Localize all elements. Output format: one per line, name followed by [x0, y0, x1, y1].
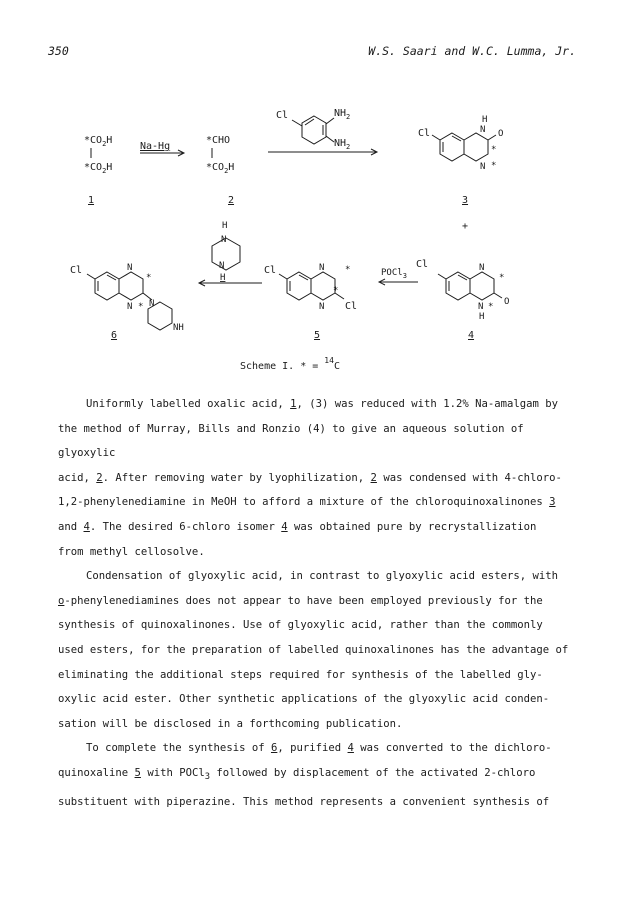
- svg-text:*CO2H: [84, 135, 112, 148]
- text-segment: oxylic acid ester. Other synthetic applications of the glyoxylic acid conden-: [58, 693, 550, 706]
- text-segment: the method of Murray, Bills and Ronzio (4) to give an aqueous solution of glyoxylic: [58, 422, 524, 460]
- compound-2-label: 2: [228, 195, 235, 206]
- h-label: H: [106, 135, 113, 146]
- reagent-pocl3: POCl: [381, 268, 403, 278]
- star-label: *: [333, 286, 339, 296]
- o-label: O: [504, 297, 510, 307]
- text-segment: 3: [204, 772, 211, 783]
- svg-text:NH2: [334, 138, 350, 151]
- n-label: N: [478, 302, 484, 312]
- n-label: N: [479, 263, 485, 273]
- text-line: [58, 790, 578, 815]
- text-segment: with POCl: [140, 766, 205, 779]
- cl-label: Cl: [418, 128, 431, 139]
- n-label: N: [480, 162, 486, 172]
- text-segment: quinoxaline: [58, 766, 135, 779]
- nh2-bottom: NH: [334, 138, 347, 149]
- text-segment: 2: [96, 471, 103, 484]
- plus-sign: +: [462, 221, 469, 232]
- isotope-mass: 14: [324, 356, 334, 365]
- compound-4-label: 4: [468, 330, 475, 341]
- cl-label: Cl: [416, 259, 429, 270]
- compound-1-label: 1: [88, 195, 95, 206]
- star-label: *: [488, 302, 494, 312]
- glyoxylic-co2h: *CO: [206, 162, 225, 173]
- star-label: *: [345, 265, 351, 275]
- text-line: [58, 761, 578, 790]
- running-header: [48, 44, 576, 64]
- text-segment: 4: [281, 520, 288, 533]
- nh2-top: NH: [334, 108, 347, 119]
- text-line: [58, 466, 578, 491]
- text-segment: followed by displacement of the activated 2-chloro: [210, 766, 536, 779]
- text-segment: sation will be disclosed in a forthcoming publication.: [58, 717, 403, 730]
- body-text: [58, 392, 578, 814]
- cl-label: Cl: [70, 265, 83, 276]
- text-segment: and: [58, 520, 84, 533]
- cl-label: Cl: [264, 265, 277, 276]
- text-segment: Condensation of glyoxylic acid, in contrast to glyoxylic acid esters, with: [86, 570, 558, 583]
- subscript-2: 2: [102, 140, 107, 148]
- text-segment: , purified: [277, 742, 348, 755]
- text-segment: 4: [347, 742, 354, 755]
- text-line: [58, 638, 578, 663]
- n-label: N: [149, 299, 155, 309]
- text-segment: eliminating the additional steps required for synthesis of the labelled gly-: [58, 668, 543, 681]
- text-segment: 4: [83, 520, 90, 533]
- h-label: H: [482, 115, 488, 125]
- svg-text:*CO2H: [84, 162, 112, 175]
- text-segment: -phenylenediamines does not appear to have been employed previously for the: [64, 594, 543, 607]
- star-label: *: [491, 145, 497, 155]
- n-label: N: [127, 263, 133, 273]
- reaction-scheme: [0, 90, 624, 380]
- svg-text:*CO2H: [206, 162, 234, 175]
- h-label: H: [222, 221, 228, 231]
- text-segment: To complete the synthesis of: [86, 742, 271, 755]
- text-segment: was obtained pure by recrystallization: [287, 520, 537, 533]
- text-segment: 1,2-phenylenediamine in MeOH to afford a mixture of the chloroquinoxalinones: [58, 496, 550, 509]
- text-segment: 2: [370, 471, 377, 484]
- text-segment: 5: [134, 766, 141, 779]
- cl-label: Cl: [345, 301, 358, 312]
- star-label: *: [491, 161, 497, 171]
- cl-label: Cl: [276, 110, 289, 121]
- text-segment: o: [58, 594, 65, 607]
- text-segment: 1: [290, 398, 297, 410]
- h-label: H: [106, 162, 113, 173]
- n-label: N: [127, 302, 133, 312]
- o-label: O: [498, 129, 504, 139]
- text-segment: used esters, for the preparation of labelled quinoxalinones has the advantage of: [58, 643, 569, 656]
- cho-label: *CHO: [206, 135, 231, 146]
- star-label: *: [146, 273, 152, 283]
- svg-text:NH2: [334, 108, 350, 121]
- text-segment: from methyl cellosolve.: [58, 545, 205, 558]
- text-line: [58, 589, 578, 614]
- text-line: [58, 663, 578, 688]
- text-line: [58, 613, 578, 638]
- text-line: [58, 417, 578, 466]
- subscript-2: 2: [346, 113, 351, 121]
- subscript-3: 3: [402, 272, 407, 280]
- n-label: N: [319, 263, 325, 273]
- text-segment: 6: [270, 742, 278, 755]
- compound-6-label: 6: [111, 330, 118, 341]
- text-line: [58, 540, 578, 565]
- n-label: N: [221, 235, 227, 245]
- text-segment: synthesis of quinoxalinones. Use of glyoxylic acid, rather than the commonly: [58, 619, 543, 632]
- text-segment: 3: [549, 496, 556, 509]
- star-label: *: [499, 273, 505, 283]
- text-segment: was converted to the dichloro-: [353, 742, 552, 755]
- text-segment: Uniformly labelled oxalic acid,: [86, 398, 291, 410]
- text-line: [58, 687, 578, 712]
- reagent-na-hg: Na-Hg: [140, 141, 171, 152]
- running-authors: W.S. Saari and W.C. Lumma, Jr.: [368, 44, 576, 58]
- star-label: *: [138, 302, 144, 312]
- text-line: [58, 392, 578, 417]
- text-segment: acid,: [58, 471, 97, 484]
- text-segment: substituent with piperazine. This method represents a convenient synthesis of: [58, 795, 550, 808]
- text-line: [58, 490, 578, 515]
- oxalic-co2h-top: *CO: [84, 135, 103, 146]
- isotope-symbol: C: [333, 361, 340, 372]
- page-number: 350: [48, 44, 69, 58]
- h-label: H: [228, 162, 235, 173]
- svg-text:POCl3: [381, 268, 407, 280]
- text-segment: . The desired 6-chloro isomer: [89, 520, 282, 533]
- h-label: H: [220, 273, 226, 283]
- n-label: N: [219, 261, 225, 271]
- text-line: [58, 712, 578, 737]
- text-line: [58, 564, 578, 589]
- oxalic-co2h-bottom: *CO: [84, 162, 103, 173]
- n-label: N: [319, 302, 325, 312]
- subscript-2: 2: [346, 143, 351, 151]
- text-segment: . After removing water by lyophilization,: [102, 471, 371, 484]
- scheme-caption: Scheme I. * =: [240, 361, 325, 372]
- text-line: [58, 515, 578, 540]
- subscript-2: 2: [224, 167, 229, 175]
- text-line: [58, 736, 578, 761]
- text-segment: was condensed with 4-chloro-: [376, 471, 562, 484]
- svg-text:Scheme I. * = 14C: [240, 356, 340, 372]
- text-segment: , (3) was reduced with 1.2% Na-amalgam by: [296, 398, 558, 410]
- compound-5-label: 5: [314, 330, 321, 341]
- subscript-2: 2: [102, 167, 107, 175]
- h-label: H: [479, 312, 485, 322]
- n-label: N: [480, 125, 486, 135]
- nh-label: NH: [173, 323, 184, 333]
- compound-3-label: 3: [462, 195, 469, 206]
